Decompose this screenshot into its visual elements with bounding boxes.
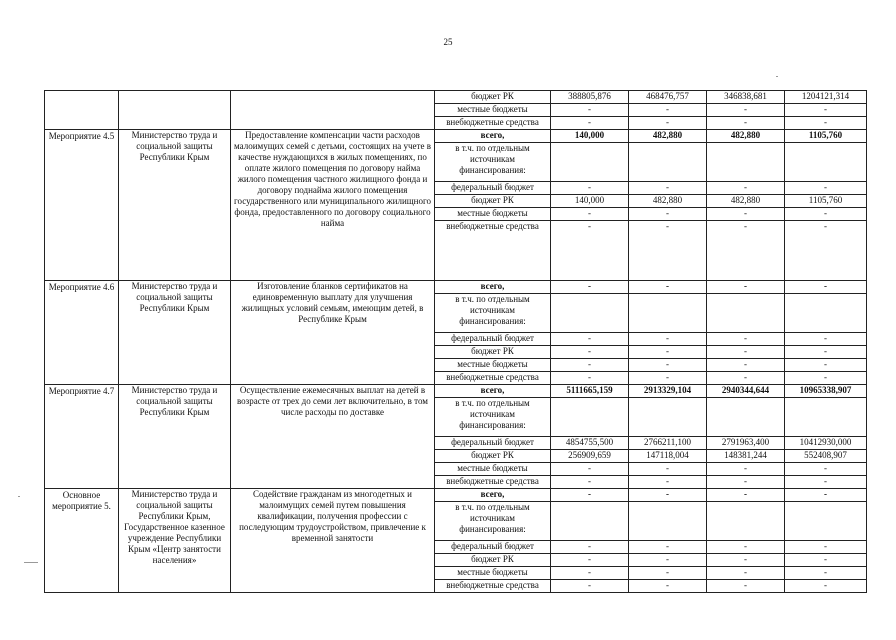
amount-cell: - xyxy=(707,567,785,580)
amount-cell: - xyxy=(785,463,867,476)
amount-cell: 482,880 xyxy=(629,195,707,208)
amount-cell: - xyxy=(551,208,629,221)
activity-code: Мероприятие 4.5 xyxy=(45,130,119,281)
amount-cell: - xyxy=(629,476,707,489)
amount-cell: - xyxy=(629,359,707,372)
funding-source: бюджет РК xyxy=(435,195,551,208)
amount-cell: 4854755,500 xyxy=(551,437,629,450)
amount-cell: - xyxy=(785,580,867,593)
amount-cell xyxy=(785,143,867,182)
amount-cell: - xyxy=(707,580,785,593)
amount-cell: 2940344,644 xyxy=(707,385,785,398)
funding-source: всего, xyxy=(435,385,551,398)
amount-cell: - xyxy=(785,476,867,489)
funding-source: внебюджетные средства xyxy=(435,476,551,489)
amount-cell: - xyxy=(707,463,785,476)
amount-cell: - xyxy=(629,580,707,593)
amount-cell: - xyxy=(629,372,707,385)
amount-cell: - xyxy=(785,346,867,359)
activity-code: Основное мероприятие 5. xyxy=(45,489,119,593)
funding-source: местные бюджеты xyxy=(435,463,551,476)
executor-cell: Министерство труда и социальной защиты Республики Крым, Государственное казенное учреждение Республики Крым «Центр занятости населения» xyxy=(119,489,231,593)
amount-cell: - xyxy=(551,554,629,567)
amount-cell: - xyxy=(551,346,629,359)
table-row xyxy=(45,385,867,398)
amount-cell xyxy=(707,294,785,333)
amount-cell: - xyxy=(707,476,785,489)
funding-source: бюджет РК xyxy=(435,91,551,104)
amount-cell: - xyxy=(785,554,867,567)
description-cell: Предоставление компенсации части расходов малоимущих семей с детьми, состоящих на учете в качестве нуждающихся в жилых помещениях, по оплате жилого помещения по договору найма жилого помещения частного жилищного фонда и договору поднайма жилого помещения государственного или муниципального жилищного фонда, предоставленного по договору социального найма xyxy=(231,130,435,281)
amount-cell xyxy=(785,294,867,333)
amount-cell: - xyxy=(707,372,785,385)
amount-cell: 388805,876 xyxy=(551,91,629,104)
amount-cell: 2791963,400 xyxy=(707,437,785,450)
amount-cell: 1105,760 xyxy=(785,195,867,208)
funding-source: местные бюджеты xyxy=(435,208,551,221)
amount-cell: - xyxy=(551,359,629,372)
amount-cell: - xyxy=(707,346,785,359)
scan-speck xyxy=(24,562,38,563)
amount-cell: - xyxy=(785,104,867,117)
amount-cell: 468476,757 xyxy=(629,91,707,104)
amount-cell: - xyxy=(551,489,629,502)
amount-cell: - xyxy=(707,541,785,554)
amount-cell xyxy=(785,502,867,541)
amount-cell: - xyxy=(551,281,629,294)
funding-source: всего, xyxy=(435,489,551,502)
amount-cell: - xyxy=(551,182,629,195)
amount-cell: - xyxy=(707,333,785,346)
amount-cell xyxy=(629,502,707,541)
scan-speck xyxy=(18,496,20,497)
amount-cell xyxy=(707,502,785,541)
executor-cell: Министерство труда и социальной защиты Республики Крым xyxy=(119,385,231,489)
amount-cell xyxy=(551,143,629,182)
activity-code: Мероприятие 4.7 xyxy=(45,385,119,489)
amount-cell: 482,880 xyxy=(707,130,785,143)
funding-source: внебюджетные средства xyxy=(435,221,551,281)
funding-source: бюджет РК xyxy=(435,450,551,463)
funding-source: местные бюджеты xyxy=(435,567,551,580)
amount-cell: - xyxy=(629,541,707,554)
amount-cell: - xyxy=(785,117,867,130)
amount-cell: - xyxy=(551,104,629,117)
amount-cell: - xyxy=(629,554,707,567)
amount-cell: - xyxy=(785,221,867,281)
amount-cell: 482,880 xyxy=(629,130,707,143)
amount-cell: 10965338,907 xyxy=(785,385,867,398)
amount-cell: - xyxy=(785,281,867,294)
amount-cell: - xyxy=(707,359,785,372)
amount-cell xyxy=(629,294,707,333)
amount-cell: - xyxy=(785,182,867,195)
amount-cell: - xyxy=(629,463,707,476)
funding-source: внебюджетные средства xyxy=(435,117,551,130)
amount-cell: - xyxy=(707,104,785,117)
amount-cell xyxy=(707,398,785,437)
executor-cell: Министерство труда и социальной защиты Республики Крым xyxy=(119,281,231,385)
amount-cell: - xyxy=(785,359,867,372)
amount-cell: - xyxy=(629,489,707,502)
amount-cell: - xyxy=(551,476,629,489)
amount-cell xyxy=(551,398,629,437)
amount-cell: - xyxy=(551,221,629,281)
amount-cell: - xyxy=(707,281,785,294)
funding-source: бюджет РК xyxy=(435,346,551,359)
amount-cell: 10412930,000 xyxy=(785,437,867,450)
amount-cell: - xyxy=(629,104,707,117)
amount-cell: - xyxy=(629,281,707,294)
amount-cell xyxy=(785,398,867,437)
description-cell: Осуществление ежемесячных выплат на детей в возрасте от трех до семи лет включительно, в том числе расходы по доставке xyxy=(231,385,435,489)
page-number: 25 xyxy=(443,37,453,47)
table-row xyxy=(45,130,867,143)
funding-source: федеральный бюджет xyxy=(435,333,551,346)
amount-cell: 2766211,100 xyxy=(629,437,707,450)
amount-cell: - xyxy=(785,489,867,502)
funding-source: в т.ч. по отдельным источникам финансирования: xyxy=(435,294,551,333)
amount-cell: - xyxy=(785,333,867,346)
budget-table xyxy=(44,90,867,593)
funding-source: внебюджетные средства xyxy=(435,372,551,385)
amount-cell xyxy=(551,502,629,541)
activity-code: Мероприятие 4.6 xyxy=(45,281,119,385)
amount-cell: 552408,907 xyxy=(785,450,867,463)
funding-source: федеральный бюджет xyxy=(435,182,551,195)
amount-cell: - xyxy=(551,567,629,580)
amount-cell: - xyxy=(551,463,629,476)
amount-cell: - xyxy=(707,489,785,502)
amount-cell: 140,000 xyxy=(551,195,629,208)
amount-cell: - xyxy=(785,567,867,580)
amount-cell: - xyxy=(629,221,707,281)
amount-cell: 140,000 xyxy=(551,130,629,143)
funding-source: в т.ч. по отдельным источникам финансирования: xyxy=(435,143,551,182)
amount-cell: 147118,004 xyxy=(629,450,707,463)
amount-cell: - xyxy=(551,117,629,130)
funding-source: местные бюджеты xyxy=(435,359,551,372)
funding-source: в т.ч. по отдельным источникам финансирования: xyxy=(435,502,551,541)
amount-cell xyxy=(629,143,707,182)
amount-cell: 148381,244 xyxy=(707,450,785,463)
amount-cell: - xyxy=(629,346,707,359)
amount-cell: - xyxy=(551,580,629,593)
amount-cell: 1204121,314 xyxy=(785,91,867,104)
amount-cell: - xyxy=(629,333,707,346)
funding-source: федеральный бюджет xyxy=(435,541,551,554)
amount-cell: - xyxy=(551,372,629,385)
amount-cell xyxy=(629,398,707,437)
amount-cell: - xyxy=(551,541,629,554)
amount-cell: - xyxy=(785,372,867,385)
executor-cell: Министерство труда и социальной защиты Республики Крым xyxy=(119,130,231,281)
table-row xyxy=(45,489,867,502)
amount-cell: - xyxy=(707,208,785,221)
scan-speck xyxy=(776,76,778,77)
description-cell xyxy=(231,91,435,130)
description-cell: Содействие гражданам из многодетных и малоимущих семей путем повышения квалификации, получения профессии с последующим трудоустройством, привлечение к временной занятости xyxy=(231,489,435,593)
funding-source: всего, xyxy=(435,281,551,294)
amount-cell: 482,880 xyxy=(707,195,785,208)
amount-cell: 256909,659 xyxy=(551,450,629,463)
amount-cell: 2913329,104 xyxy=(629,385,707,398)
funding-source: внебюджетные средства xyxy=(435,580,551,593)
amount-cell: - xyxy=(629,117,707,130)
amount-cell: 5111665,159 xyxy=(551,385,629,398)
amount-cell: - xyxy=(629,208,707,221)
funding-source: в т.ч. по отдельным источникам финансирования: xyxy=(435,398,551,437)
amount-cell: 346838,681 xyxy=(707,91,785,104)
amount-cell xyxy=(707,143,785,182)
amount-cell xyxy=(551,294,629,333)
amount-cell: - xyxy=(707,182,785,195)
amount-cell: - xyxy=(551,333,629,346)
executor-cell xyxy=(119,91,231,130)
funding-source: местные бюджеты xyxy=(435,104,551,117)
funding-source: всего, xyxy=(435,130,551,143)
amount-cell: - xyxy=(707,117,785,130)
amount-cell: - xyxy=(707,554,785,567)
amount-cell: - xyxy=(707,221,785,281)
table-row xyxy=(45,281,867,294)
amount-cell: - xyxy=(785,541,867,554)
description-cell: Изготовление бланков сертификатов на единовременную выплату для улучшения жилищных условий семьям, имеющим детей, в Республике Крым xyxy=(231,281,435,385)
amount-cell: - xyxy=(629,567,707,580)
amount-cell: 1105,760 xyxy=(785,130,867,143)
funding-source: бюджет РК xyxy=(435,554,551,567)
activity-code xyxy=(45,91,119,130)
amount-cell: - xyxy=(785,208,867,221)
amount-cell: - xyxy=(629,182,707,195)
table-row xyxy=(45,91,867,104)
funding-source: федеральный бюджет xyxy=(435,437,551,450)
